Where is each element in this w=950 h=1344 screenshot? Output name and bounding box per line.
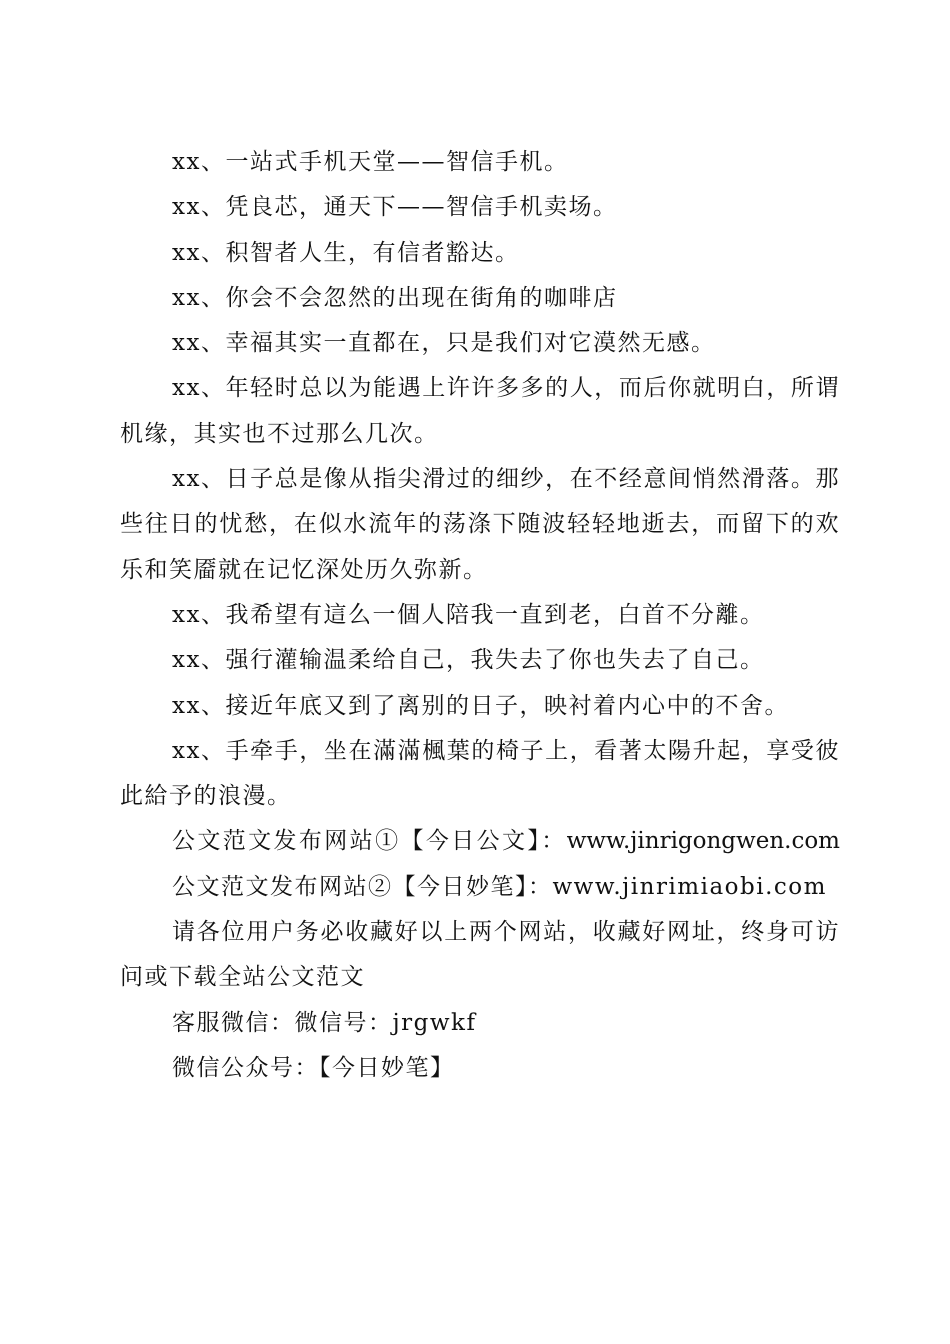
slogan-paragraph-6: xx、年轻时总以为能遇上许许多多的人，而后你就明白，所谓机缘，其实也不过那么几次。	[120, 375, 840, 447]
footer-service-wechat: 客服微信：微信号：jrgwkf	[172, 1009, 477, 1036]
slogan-paragraph-11: xx、手牵手，坐在滿滿楓葉的椅子上，看著太陽升起，享受彼此給予的浪漫。	[120, 737, 840, 810]
slogan-paragraph-4: xx、你会不会忽然的出现在街角的咖啡店	[172, 284, 618, 311]
document-page	[120, 140, 840, 1091]
slogan-paragraph-10: xx、接近年底又到了离别的日子，映衬着内心中的不舍。	[172, 692, 789, 719]
slogan-paragraph-3: xx、积智者人生，有信者豁达。	[172, 239, 520, 266]
slogan-paragraph-7: xx、日子总是像从指尖滑过的细纱，在不经意间悄然滑落。那些往日的忧愁，在似水流年的荡涤下随波轻轻地逝去，而留下的欢乐和笑靥就在记忆深处历久弥新。	[120, 466, 840, 583]
slogan-paragraph-5: xx、幸福其实一直都在，只是我们对它漠然无感。	[172, 330, 716, 357]
footer-official-account: 微信公众号：【今日妙笔】	[172, 1054, 455, 1081]
slogan-paragraph-8: xx、我希望有這么一個人陪我一直到老，白首不分離。	[172, 601, 765, 628]
footer-notice: 请各位用户务必收藏好以上两个网站，收藏好网址，终身可访问或下载全站公文范文	[120, 919, 840, 991]
slogan-paragraph-1: xx、一站式手机天堂——智信手机。	[172, 149, 569, 175]
footer-site-1: 公文范文发布网站①【今日公文】：www.jinrigongwen.com	[172, 828, 840, 855]
footer-site-2: 公文范文发布网站②【今日妙笔】：www.jinrimiaobi.com	[172, 873, 827, 900]
slogan-paragraph-2: xx、凭良芯，通天下——智信手机卖场。	[172, 194, 618, 221]
slogan-paragraph-9: xx、强行灌输温柔给自己，我失去了你也失去了自己。	[172, 647, 765, 674]
